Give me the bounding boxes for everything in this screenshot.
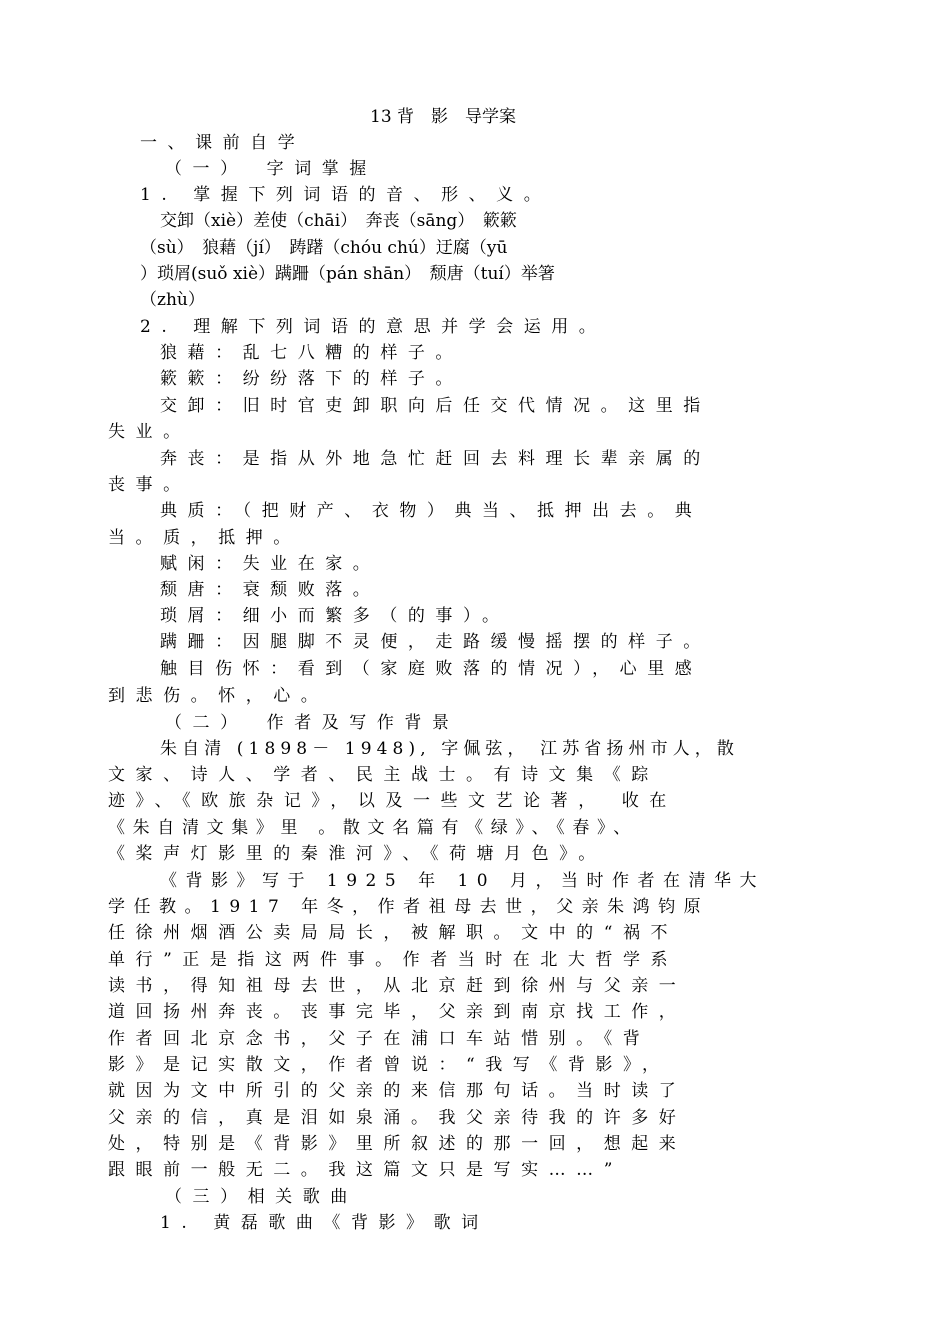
background-line: 跟眼前一般无二。我这篇文只是写实……”: [108, 1160, 623, 1180]
background-line: 迹》、《欧旅杂记》，以及一些文艺论著， 收在: [108, 791, 677, 811]
definition-line: 蹒跚：因腿脚不灵便，走路缓慢摇摆的样子。: [160, 632, 711, 652]
background-line: 学任教。1917 年冬，作者祖母去世，父亲朱鸿钧原: [108, 897, 710, 917]
definition-line: 当。质，抵押。: [108, 528, 301, 548]
song-title-line: 1. 黄磊歌曲《背影》歌词: [160, 1213, 489, 1233]
vocab-row-2: （sù） 狼藉（jí） 踌躇（chóu chú）迂腐（yū: [140, 238, 508, 258]
subsection-heading-3: （三）相关歌曲: [165, 1187, 358, 1207]
background-line: 任徐州烟酒公卖局局长，被解职。文中的“祸不: [108, 923, 679, 943]
section-heading-1: 一、课前自学: [140, 133, 306, 153]
background-line: 《朱自清文集》里 。散文名篇有《绿》、《春》、: [108, 818, 638, 838]
definition-line: 琐屑：细小而繁多（的事）。: [160, 606, 510, 626]
background-line: 《桨声灯影里的秦淮河》、《荷塘月色》。: [108, 844, 606, 864]
definition-line: 丧事。: [108, 475, 191, 495]
vocab-row-4: （zhù）: [140, 290, 205, 310]
background-line: 影》是记实散文，作者曾说：“我写《背影》，: [108, 1055, 670, 1075]
definition-line: 颓唐：衰颓败落。: [160, 580, 381, 600]
definition-line: 狼藉：乱七八糟的样子。: [160, 343, 463, 363]
question-1: 1. 掌握下列词语的音、形、义。: [140, 185, 552, 205]
background-line: 单行”正是指这两件事。作者当时在北大哲学系: [108, 950, 679, 970]
background-line: 就因为文中所引的父亲的来信那句话。当时读了: [108, 1081, 687, 1101]
definition-line: 到悲伤。怀，心。: [108, 686, 329, 706]
definition-line: 典质：（把财产、衣物）典当、抵押出去。典: [160, 501, 703, 521]
vocab-row-3: ）琐屑(suǒ xiè）蹒跚（pán shān） 颓唐（tuí）举箸: [140, 264, 555, 284]
definition-line: 奔丧：是指从外地急忙赶回去料理长辈亲属的: [160, 449, 711, 469]
background-line: 《背影》写于 1925 年 10 月，当时作者在清华大: [160, 871, 766, 891]
definition-line: 簌簌：纷纷落下的样子。: [160, 369, 463, 389]
page-title: 13 背 影 导学案: [370, 107, 517, 127]
background-line: 读书，得知祖母去世，从北京赶到徐州与父亲一: [108, 976, 687, 996]
subsection-heading-1: （一） 字词掌握: [165, 159, 377, 179]
subsection-heading-2: （二） 作者及写作背景: [165, 713, 460, 733]
background-line: 朱自清 (1898－ 1948), 字佩弦， 江苏省扬州市人，散: [160, 739, 740, 759]
background-line: 道回扬州奔丧。丧事完毕，父亲到南京找工作，: [108, 1002, 687, 1022]
definition-line: 赋闲：失业在家。: [160, 554, 381, 574]
definition-line: 触目伤怀：看到（家庭败落的情况），心里感: [160, 659, 703, 679]
definition-line: 交卸：旧时官吏卸职向后任交代情况。这里指: [160, 396, 711, 416]
background-line: 父亲的信，真是泪如泉涌。我父亲待我的许多好: [108, 1108, 687, 1128]
vocab-row-1: 交卸（xiè）差使（chāi） 奔丧（sāng） 簌簌: [160, 211, 517, 231]
definition-line: 失业。: [108, 422, 191, 442]
question-2: 2. 理解下列词语的意思并学会运用。: [140, 317, 607, 337]
background-line: 处，特别是《背影》里所叙述的那一回，想起来: [108, 1134, 687, 1154]
background-line: 作者回北京念书，父子在浦口车站惜别。《背: [108, 1029, 651, 1049]
background-line: 文家、诗人、学者、民主战士。有诗文集《踪: [108, 765, 659, 785]
